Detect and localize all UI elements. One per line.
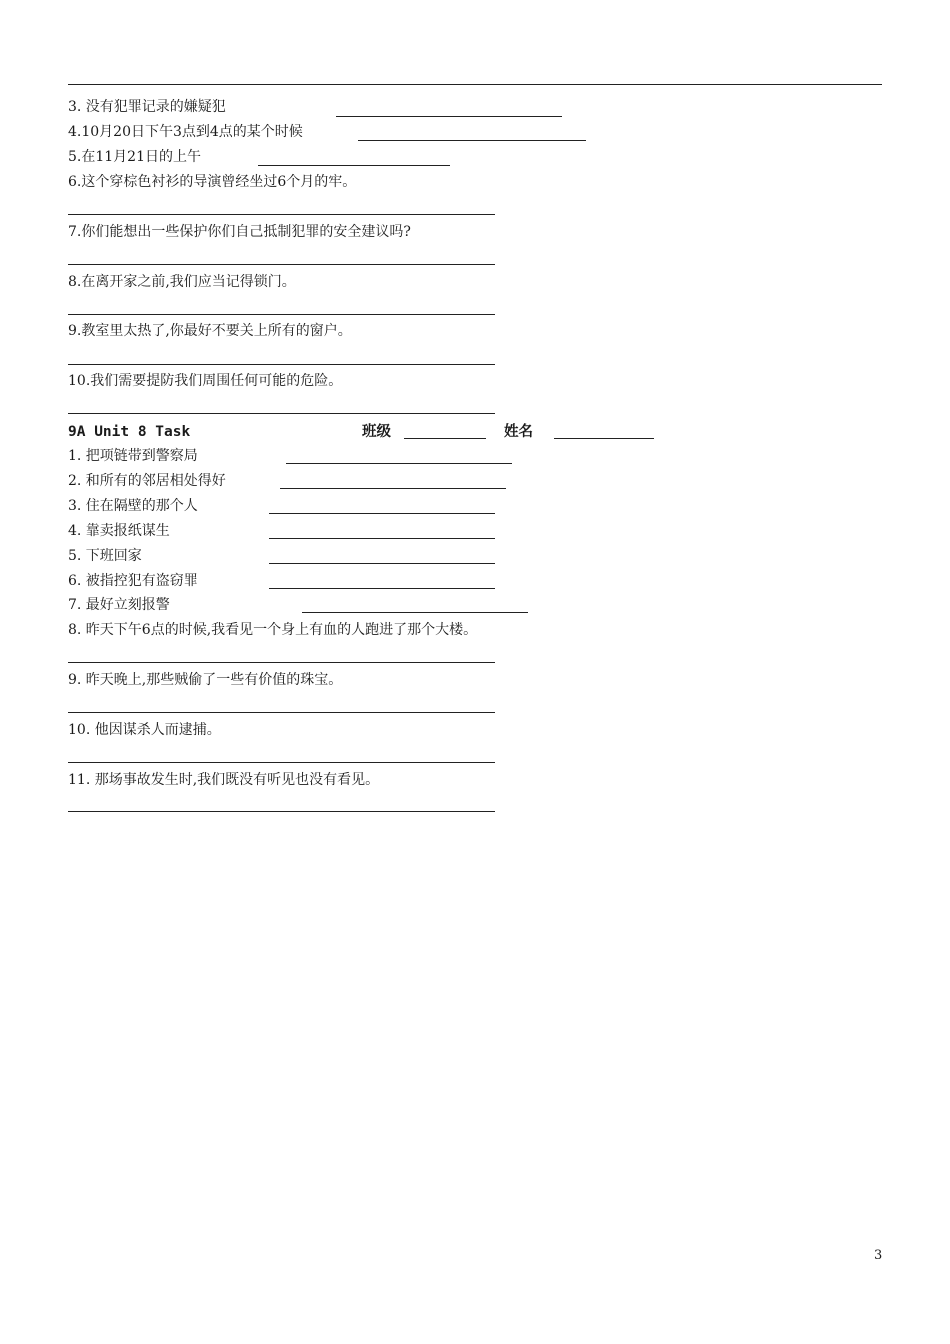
task-item-5: 5. 下班回家 (68, 548, 142, 564)
item-9: 9.教室里太热了,你最好不要关上所有的窗户。 (68, 323, 352, 339)
item-4: 4.10月20日下午3点到4点的某个时候 (68, 124, 303, 140)
task-blank-7[interactable] (302, 612, 528, 613)
task-blank-4[interactable] (269, 538, 495, 539)
task-item-8: 8. 昨天下午6点的时候,我看见一个身上有血的人跑进了那个大楼。 (68, 622, 478, 638)
answer-blank-3[interactable] (336, 116, 562, 117)
task-blank-10[interactable] (68, 762, 495, 763)
answer-blank-7[interactable] (68, 264, 495, 265)
task-item-3: 3. 住在隔壁的那个人 (68, 498, 198, 514)
item-8: 8.在离开家之前,我们应当记得锁门。 (68, 274, 296, 290)
class-blank[interactable] (404, 438, 486, 439)
page-number: 3 (874, 1248, 883, 1263)
task-blank-9[interactable] (68, 712, 495, 713)
task-item-11: 11. 那场事故发生时,我们既没有听见也没有看见。 (68, 772, 380, 788)
task-item-4: 4. 靠卖报纸谋生 (68, 523, 170, 539)
task-item-6: 6. 被指控犯有盗窃罪 (68, 573, 198, 589)
name-label: 姓名 (504, 423, 533, 440)
answer-blank-8[interactable] (68, 314, 495, 315)
answer-blank-10[interactable] (68, 413, 495, 414)
answer-blank-4[interactable] (358, 140, 586, 141)
task-item-1: 1. 把项链带到警察局 (68, 448, 198, 464)
task-blank-5[interactable] (269, 563, 495, 564)
task-blank-6[interactable] (269, 588, 495, 589)
answer-blank-5[interactable] (258, 165, 450, 166)
task-blank-3[interactable] (269, 513, 495, 514)
class-label: 班级 (362, 423, 391, 440)
task-blank-2[interactable] (280, 488, 506, 489)
section-title: 9A Unit 8 Task (68, 424, 191, 440)
name-blank[interactable] (554, 438, 654, 439)
item-10: 10.我们需要提防我们周围任何可能的危险。 (68, 373, 343, 389)
item-7: 7.你们能想出一些保护你们自己抵制犯罪的安全建议吗? (68, 224, 411, 240)
task-blank-8[interactable] (68, 662, 495, 663)
task-item-7: 7. 最好立刻报警 (68, 597, 170, 613)
task-item-9: 9. 昨天晚上,那些贼偷了一些有价值的珠宝。 (68, 672, 343, 688)
header-rule (68, 84, 882, 85)
item-3: 3. 没有犯罪记录的嫌疑犯 (68, 99, 226, 115)
answer-blank-9[interactable] (68, 364, 495, 365)
item-5: 5.在11月21日的上午 (68, 149, 201, 165)
answer-blank-6[interactable] (68, 214, 495, 215)
task-blank-11[interactable] (68, 811, 495, 812)
task-item-10: 10. 他因谋杀人而逮捕。 (68, 722, 221, 738)
task-item-2: 2. 和所有的邻居相处得好 (68, 473, 226, 489)
item-6: 6.这个穿棕色衬衫的导演曾经坐过6个月的牢。 (68, 174, 357, 190)
task-blank-1[interactable] (286, 463, 512, 464)
